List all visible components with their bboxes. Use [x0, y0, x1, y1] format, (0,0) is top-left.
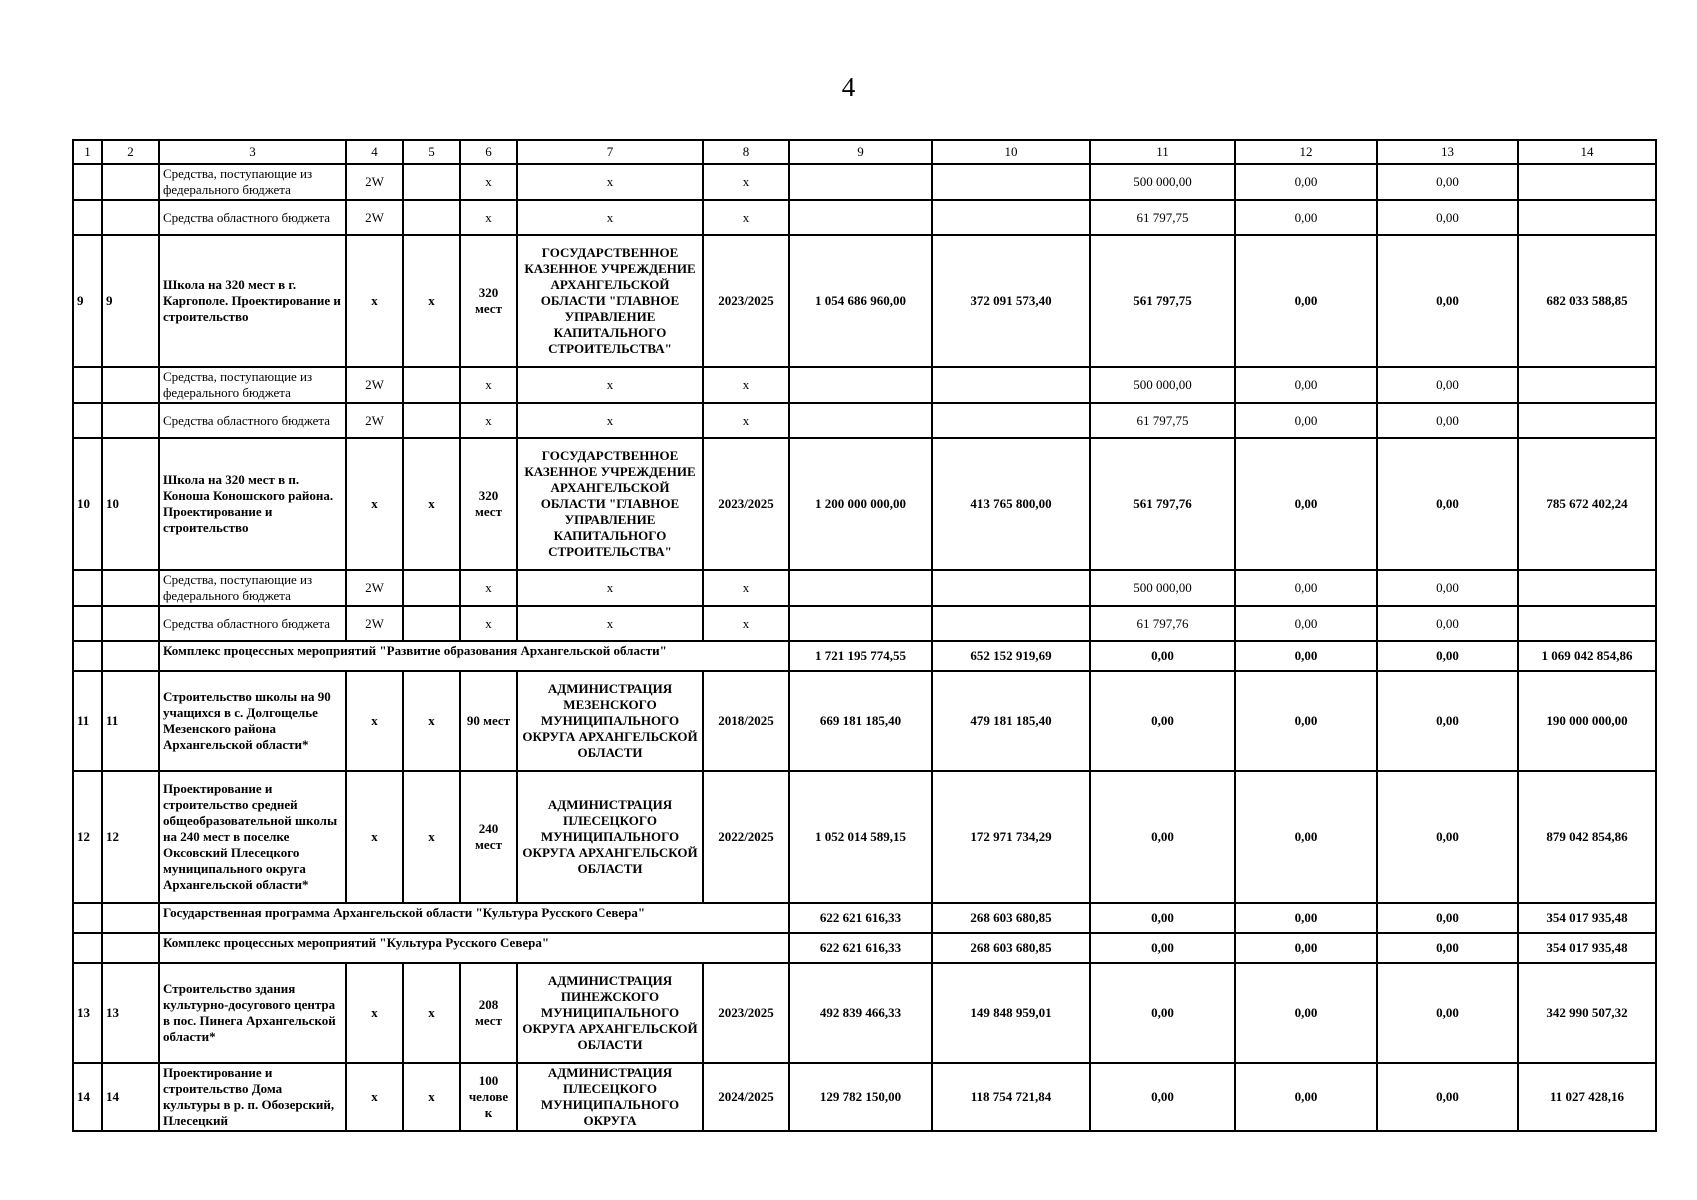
x-mark: x — [460, 403, 517, 438]
x-mark: x — [703, 200, 789, 235]
amount-cell: 492 839 466,33 — [789, 963, 932, 1063]
amount-cell: 61 797,75 — [1090, 200, 1235, 235]
x-mark: x — [403, 235, 460, 367]
object-name: Строительство школы на 90 учащихся в с. Долгощелье Мезенского района Архангельской области* — [159, 671, 346, 771]
row-index: 11 — [102, 671, 159, 771]
amount-cell: 268 603 680,85 — [932, 933, 1090, 963]
amount-cell: 0,00 — [1235, 403, 1377, 438]
customer: АДМИНИСТРАЦИЯ ПЛЕСЕЦКОГО МУНИЦИПАЛЬНОГО ОКРУГА АРХАНГЕЛЬСКОЙ ОБЛАСТИ — [517, 771, 703, 903]
amount-cell: 0,00 — [1235, 933, 1377, 963]
row-index: 14 — [102, 1063, 159, 1131]
x-mark: x — [403, 438, 460, 570]
amount-cell: 342 990 507,32 — [1518, 963, 1656, 1063]
amount-cell: 622 621 616,33 — [789, 933, 932, 963]
amount-cell: 0,00 — [1377, 367, 1518, 403]
header-cell: 8 — [703, 140, 789, 164]
row-index: 13 — [102, 963, 159, 1063]
period: 2023/2025 — [703, 438, 789, 570]
amount-cell: 129 782 150,00 — [789, 1063, 932, 1131]
amount-cell: 0,00 — [1235, 963, 1377, 1063]
x-mark: x — [460, 606, 517, 641]
x-mark: x — [403, 771, 460, 903]
amount-cell: 0,00 — [1235, 235, 1377, 367]
capacity: 208 мест — [460, 963, 517, 1063]
amount-cell: 785 672 402,24 — [1518, 438, 1656, 570]
header-cell: 10 — [932, 140, 1090, 164]
period: 2023/2025 — [703, 235, 789, 367]
capacity: 90 мест — [460, 671, 517, 771]
amount-cell: 0,00 — [1090, 671, 1235, 771]
amount-cell: 500 000,00 — [1090, 570, 1235, 606]
budget-code: 2W — [346, 200, 403, 235]
header-cell: 7 — [517, 140, 703, 164]
customer: АДМИНИСТРАЦИЯ ПЛЕСЕЦКОГО МУНИЦИПАЛЬНОГО ОКРУГА — [517, 1063, 703, 1131]
amount-cell: 0,00 — [1377, 403, 1518, 438]
table-row — [73, 235, 1656, 367]
amount-cell: 0,00 — [1235, 200, 1377, 235]
x-mark: x — [403, 963, 460, 1063]
row-number: 12 — [73, 771, 102, 903]
amount-cell: 0,00 — [1377, 641, 1518, 671]
section-title: Государственная программа Архангельской области "Культура Русского Севера" — [159, 903, 789, 933]
amount-cell: 118 754 721,84 — [932, 1063, 1090, 1131]
budget-code: 2W — [346, 570, 403, 606]
row-index: 10 — [102, 438, 159, 570]
amount-cell: 669 181 185,40 — [789, 671, 932, 771]
row-number: 13 — [73, 963, 102, 1063]
budget-code: 2W — [346, 606, 403, 641]
amount-cell: 0,00 — [1090, 903, 1235, 933]
table-row — [73, 671, 1656, 771]
x-mark: x — [346, 671, 403, 771]
header-cell: 1 — [73, 140, 102, 164]
section-title: Комплекс процессных мероприятий "Развитие образования Архангельской области" — [159, 641, 789, 671]
amount-cell: 413 765 800,00 — [932, 438, 1090, 570]
header-cell: 3 — [159, 140, 346, 164]
header-cell: 11 — [1090, 140, 1235, 164]
amount-cell: 0,00 — [1377, 200, 1518, 235]
object-name: Школа на 320 мест в п. Коноша Коношского района. Проектирование и строительство — [159, 438, 346, 570]
capacity: 100 челове к — [460, 1063, 517, 1131]
amount-cell: 190 000 000,00 — [1518, 671, 1656, 771]
amount-cell: 0,00 — [1235, 641, 1377, 671]
amount-cell: 0,00 — [1235, 903, 1377, 933]
amount-cell: 0,00 — [1235, 671, 1377, 771]
row-index: 12 — [102, 771, 159, 903]
object-name: Проектирование и строительство Дома культуры в р. п. Обозерский, Плесецкий — [159, 1063, 346, 1131]
amount-cell: 0,00 — [1090, 771, 1235, 903]
header-cell: 6 — [460, 140, 517, 164]
amount-cell: 500 000,00 — [1090, 367, 1235, 403]
period: 2023/2025 — [703, 963, 789, 1063]
row-number: 10 — [73, 438, 102, 570]
header-cell: 12 — [1235, 140, 1377, 164]
funding-source-label: Средства, поступающие из федерального бюджета — [159, 570, 346, 606]
table-row — [73, 963, 1656, 1063]
object-name: Строительство здания культурно-досугового центра в пос. Пинега Архангельской области* — [159, 963, 346, 1063]
capacity: 240 мест — [460, 771, 517, 903]
amount-cell: 1 052 014 589,15 — [789, 771, 932, 903]
page-number: 4 — [841, 72, 856, 102]
header-cell: 14 — [1518, 140, 1656, 164]
x-mark: x — [517, 164, 703, 200]
budget-code: 2W — [346, 367, 403, 403]
header-cell: 4 — [346, 140, 403, 164]
amount-cell: 0,00 — [1377, 771, 1518, 903]
amount-cell: 479 181 185,40 — [932, 671, 1090, 771]
x-mark: x — [346, 1063, 403, 1131]
amount-cell: 0,00 — [1377, 570, 1518, 606]
period: 2024/2025 — [703, 1063, 789, 1131]
amount-cell: 172 971 734,29 — [932, 771, 1090, 903]
x-mark: x — [346, 438, 403, 570]
x-mark: x — [703, 606, 789, 641]
amount-cell: 11 027 428,16 — [1518, 1063, 1656, 1131]
amount-cell: 682 033 588,85 — [1518, 235, 1656, 367]
table-row — [73, 403, 1656, 438]
amount-cell: 0,00 — [1090, 641, 1235, 671]
period: 2018/2025 — [703, 671, 789, 771]
x-mark: x — [460, 200, 517, 235]
amount-cell: 0,00 — [1235, 570, 1377, 606]
amount-cell: 149 848 959,01 — [932, 963, 1090, 1063]
budget-code: 2W — [346, 403, 403, 438]
x-mark: x — [517, 200, 703, 235]
amount-cell: 1 069 042 854,86 — [1518, 641, 1656, 671]
table-row — [73, 1063, 1656, 1131]
x-mark: x — [703, 164, 789, 200]
amount-cell: 0,00 — [1090, 963, 1235, 1063]
funding-source-label: Средства, поступающие из федерального бюджета — [159, 367, 346, 403]
amount-cell: 0,00 — [1377, 933, 1518, 963]
x-mark: x — [460, 164, 517, 200]
funding-source-label: Средства областного бюджета — [159, 403, 346, 438]
row-index: 9 — [102, 235, 159, 367]
amount-cell: 1 054 686 960,00 — [789, 235, 932, 367]
x-mark: x — [517, 403, 703, 438]
amount-cell: 0,00 — [1235, 438, 1377, 570]
table-row — [73, 606, 1656, 641]
x-mark: x — [703, 367, 789, 403]
x-mark: x — [703, 403, 789, 438]
header-cell: 9 — [789, 140, 932, 164]
capacity: 320 мест — [460, 438, 517, 570]
x-mark: x — [403, 1063, 460, 1131]
table-row — [73, 367, 1656, 403]
customer: ГОСУДАРСТВЕННОЕ КАЗЕННОЕ УЧРЕЖДЕНИЕ АРХАНГЕЛЬСКОЙ ОБЛАСТИ "ГЛАВНОЕ УПРАВЛЕНИЕ КАПИТАЛЬНОГО СТРОИТЕЛЬСТВА" — [517, 235, 703, 367]
amount-cell: 500 000,00 — [1090, 164, 1235, 200]
x-mark: x — [460, 570, 517, 606]
amount-cell: 0,00 — [1377, 606, 1518, 641]
amount-cell: 0,00 — [1377, 235, 1518, 367]
amount-cell: 0,00 — [1235, 771, 1377, 903]
amount-cell: 0,00 — [1377, 963, 1518, 1063]
x-mark: x — [703, 570, 789, 606]
x-mark: x — [346, 963, 403, 1063]
amount-cell: 0,00 — [1235, 367, 1377, 403]
header-cell: 13 — [1377, 140, 1518, 164]
x-mark: x — [517, 606, 703, 641]
funding-source-label: Средства областного бюджета — [159, 200, 346, 235]
section-row — [73, 933, 1656, 963]
amount-cell: 372 091 573,40 — [932, 235, 1090, 367]
table-row — [73, 200, 1656, 235]
object-name: Школа на 320 мест в г. Каргополе. Проектирование и строительство — [159, 235, 346, 367]
section-row — [73, 641, 1656, 671]
amount-cell: 0,00 — [1377, 1063, 1518, 1131]
amount-cell: 0,00 — [1377, 164, 1518, 200]
header-cell: 2 — [102, 140, 159, 164]
amount-cell: 0,00 — [1235, 1063, 1377, 1131]
amount-cell: 879 042 854,86 — [1518, 771, 1656, 903]
table-row — [73, 164, 1656, 200]
amount-cell: 61 797,76 — [1090, 606, 1235, 641]
customer: АДМИНИСТРАЦИЯ МЕЗЕНСКОГО МУНИЦИПАЛЬНОГО ОКРУГА АРХАНГЕЛЬСКОЙ ОБЛАСТИ — [517, 671, 703, 771]
row-number: 11 — [73, 671, 102, 771]
section-title: Комплекс процессных мероприятий "Культура Русского Севера" — [159, 933, 789, 963]
section-row — [73, 903, 1656, 933]
period: 2022/2025 — [703, 771, 789, 903]
amount-cell: 1 721 195 774,55 — [789, 641, 932, 671]
x-mark: x — [517, 570, 703, 606]
header-cell: 5 — [403, 140, 460, 164]
object-name: Проектирование и строительство средней общеобразовательной школы на 240 мест в поселке Оксовский Плесецкого муниципального округа Архангельской области* — [159, 771, 346, 903]
amount-cell: 0,00 — [1377, 438, 1518, 570]
header-row — [73, 140, 1656, 164]
amount-cell: 1 200 000 000,00 — [789, 438, 932, 570]
amount-cell: 354 017 935,48 — [1518, 933, 1656, 963]
budget-table — [72, 139, 1657, 1132]
amount-cell: 561 797,75 — [1090, 235, 1235, 367]
x-mark: x — [346, 235, 403, 367]
x-mark: x — [346, 771, 403, 903]
amount-cell: 0,00 — [1090, 933, 1235, 963]
amount-cell: 652 152 919,69 — [932, 641, 1090, 671]
amount-cell: 354 017 935,48 — [1518, 903, 1656, 933]
amount-cell: 268 603 680,85 — [932, 903, 1090, 933]
amount-cell: 561 797,76 — [1090, 438, 1235, 570]
amount-cell: 0,00 — [1090, 1063, 1235, 1131]
x-mark: x — [460, 367, 517, 403]
customer: АДМИНИСТРАЦИЯ ПИНЕЖСКОГО МУНИЦИПАЛЬНОГО ОКРУГА АРХАНГЕЛЬСКОЙ ОБЛАСТИ — [517, 963, 703, 1063]
funding-source-label: Средства областного бюджета — [159, 606, 346, 641]
amount-cell: 0,00 — [1235, 164, 1377, 200]
amount-cell: 0,00 — [1377, 903, 1518, 933]
capacity: 320 мест — [460, 235, 517, 367]
funding-source-label: Средства, поступающие из федерального бюджета — [159, 164, 346, 200]
amount-cell: 622 621 616,33 — [789, 903, 932, 933]
amount-cell: 0,00 — [1377, 671, 1518, 771]
amount-cell: 61 797,75 — [1090, 403, 1235, 438]
table-row — [73, 771, 1656, 903]
x-mark: x — [517, 367, 703, 403]
customer: ГОСУДАРСТВЕННОЕ КАЗЕННОЕ УЧРЕЖДЕНИЕ АРХАНГЕЛЬСКОЙ ОБЛАСТИ "ГЛАВНОЕ УПРАВЛЕНИЕ КАПИТАЛЬНОГО СТРОИТЕЛЬСТВА" — [517, 438, 703, 570]
x-mark: x — [403, 671, 460, 771]
amount-cell: 0,00 — [1235, 606, 1377, 641]
row-number: 14 — [73, 1063, 102, 1131]
budget-code: 2W — [346, 164, 403, 200]
table-row — [73, 438, 1656, 570]
row-number: 9 — [73, 235, 102, 367]
table-row — [73, 570, 1656, 606]
